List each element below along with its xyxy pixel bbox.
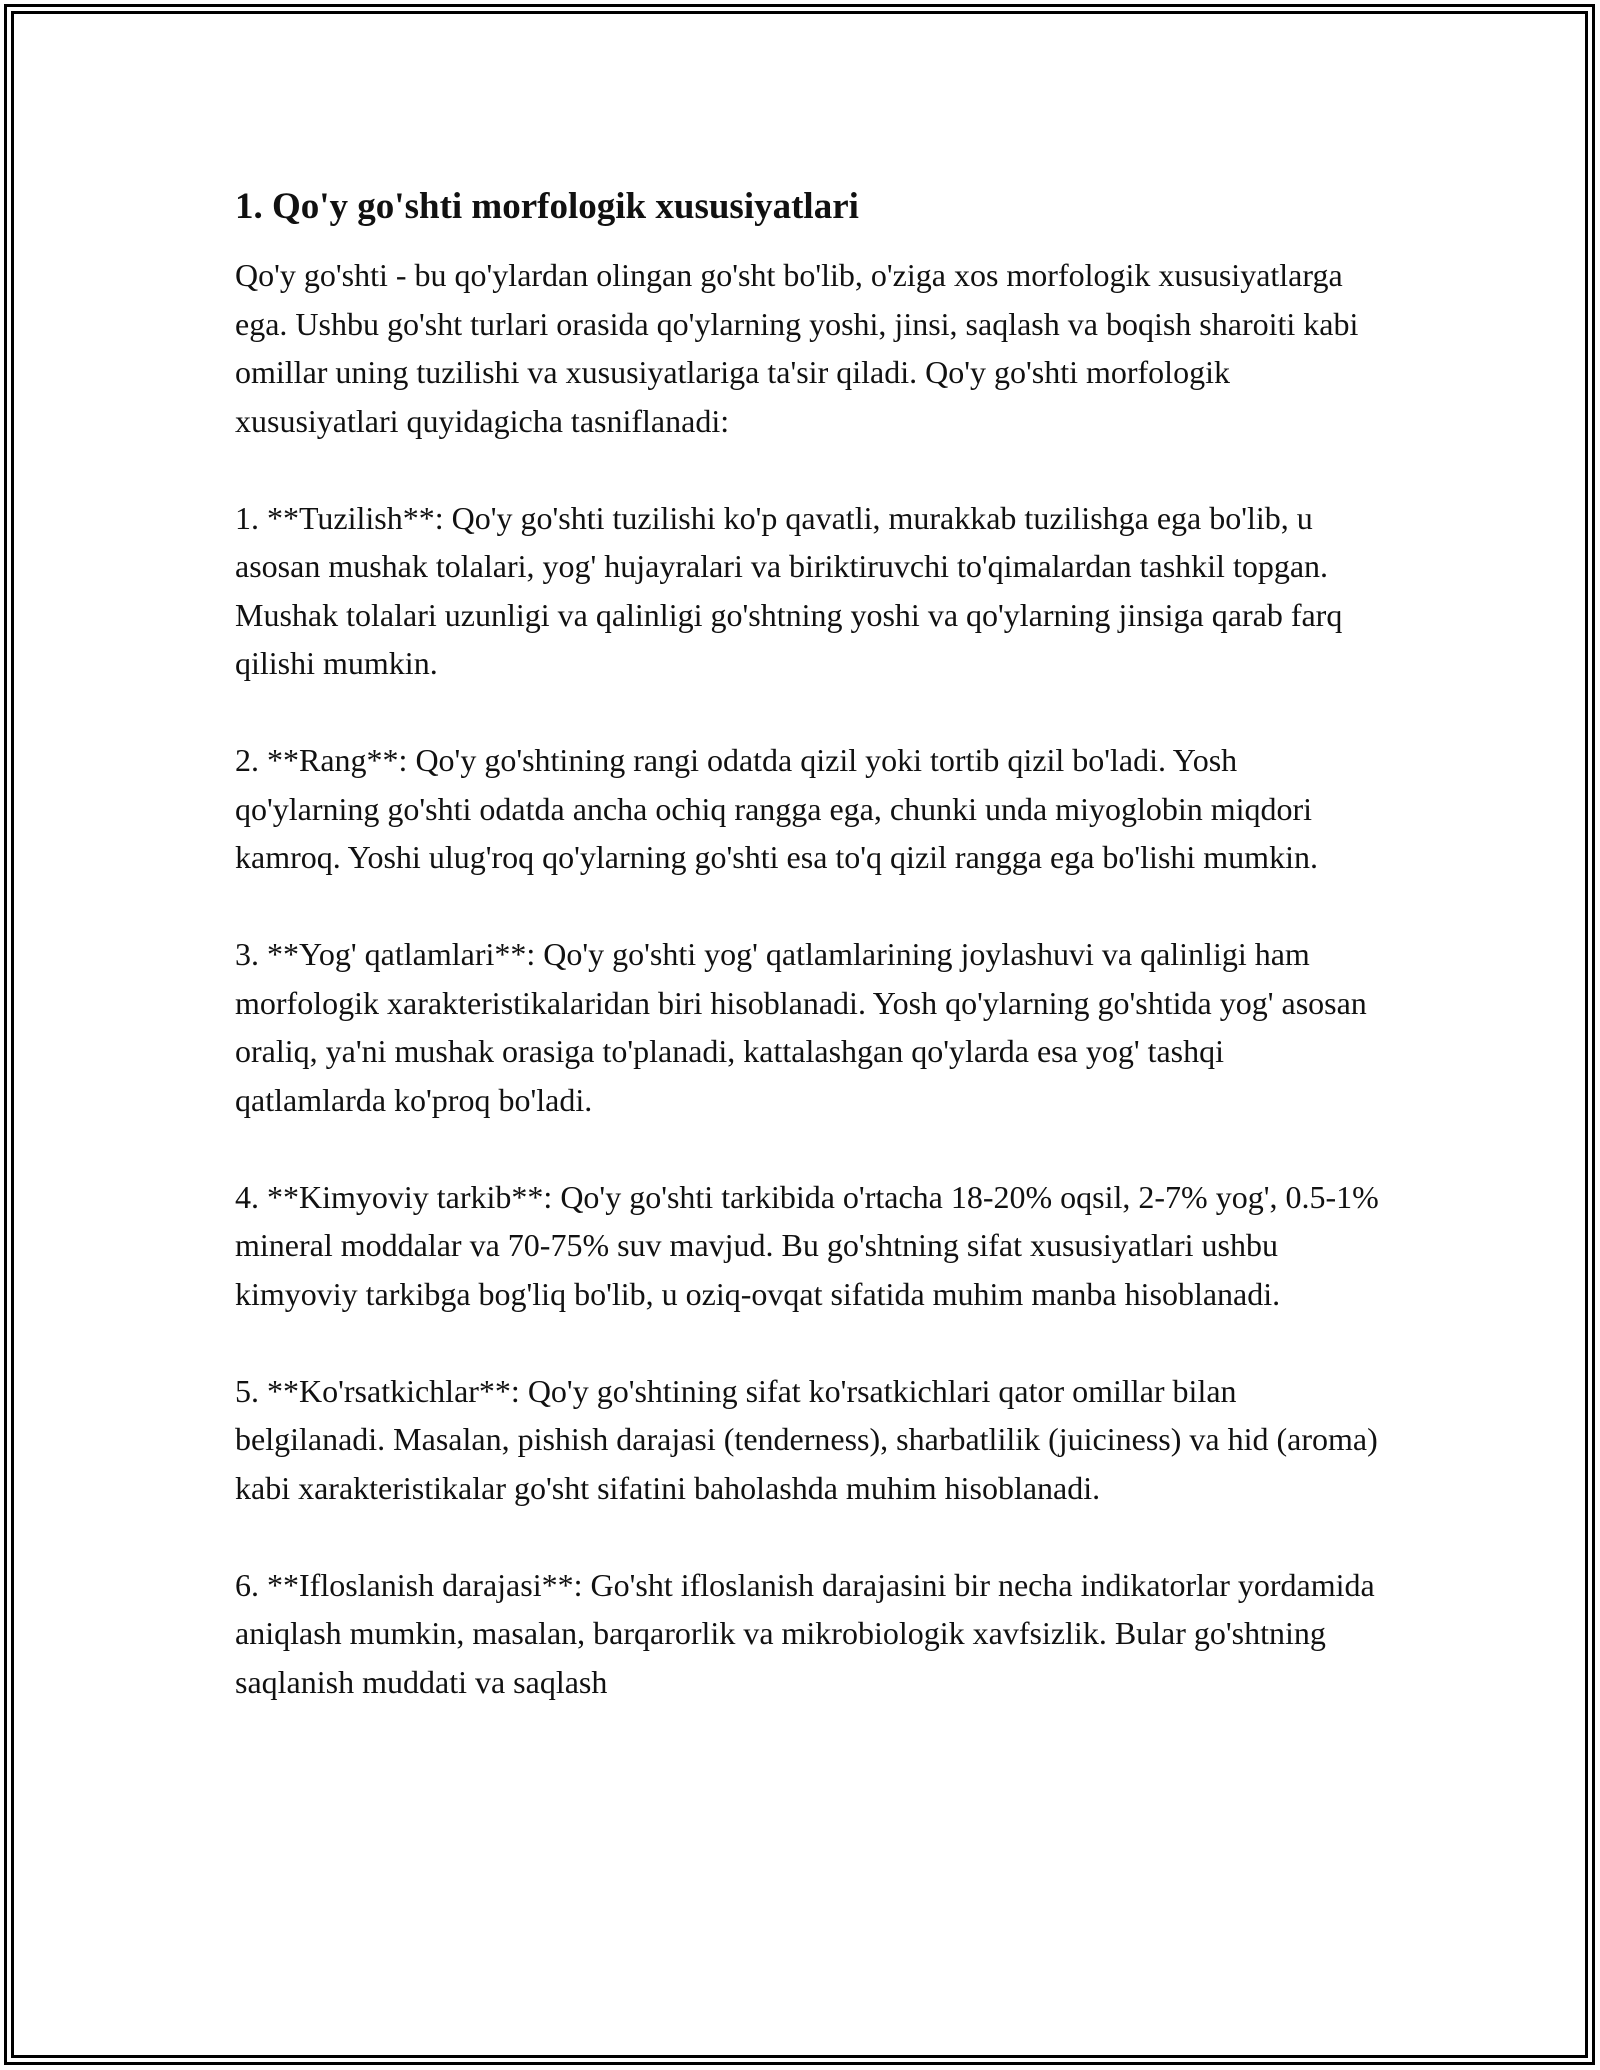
list-item-tuzilish: 1. **Tuzilish**: Qo'y go'shti tuzilishi ko'p qavatli, murakkab tuzilishga ega bo'lib, u asosan mushak tolalari, yog' hujayralari va biriktiruvchi to'qimalardan tashkil topgan. Mushak tolalari uzunligi va qalinligi go'shtning yoshi va qo'ylarning jinsiga qarab farq qilishi mumkin. [235, 499, 1343, 681]
list-item-kimyoviy-tarkib: 4. **Kimyoviy tarkib**: Qo'y go'shti tarkibida o'rtacha 18-20% oqsil, 2-7% yog', 0.5-1% mineral moddalar va 70-75% suv mavjud. Bu go'shtning sifat xususiyatlari ushbu kimyoviy tarkibga bog'liq bo'lib, u oziq-ovqat sifatida muhim manba hisoblanadi. [235, 1178, 1379, 1312]
list-item-rang: 2. **Rang**: Qo'y go'shtining rangi odatda qizil yoki tortib qizil bo'ladi. Yosh qo'ylarning go'shti odatda ancha ochiq rangga ega, chunki unda miyoglobin miqdori kamroq. Yoshi ulug'roq qo'ylarning go'shti esa to'q qizil rangga ega bo'lishi mumkin. [235, 742, 1318, 875]
document-body [235, 185, 1380, 1755]
section-heading: 1. Qo'y go'shti morfologik xususiyatlari [235, 186, 859, 227]
intro-paragraph: Qo'y go'shti - bu qo'ylardan olingan go'sht bo'lib, o'ziga xos morfologik xususiyatlarga ega. Ushbu go'sht turlari orasida qo'ylarning yoshi, jinsi, saqlash va boqish sharoiti kabi omillar uning tuzilishi va xususiyatlariga ta'sir qiladi. Qo'y go'shti morfologik xususiyatlari quyidagicha tasniflanadi: [235, 257, 1359, 439]
list-item-korsatkichlar: 5. **Ko'rsatkichlar**: Qo'y go'shtining sifat ko'rsatkichlari qator omillar bilan belgilanadi. Masalan, pishish darajasi (tenderness), sharbatlilik (juiciness) va hid (aroma) kabi xarakteristikalar go'sht sifatini baholashda muhim hisoblanadi. [235, 1372, 1378, 1506]
list-item-yog-qatlamlari: 3. **Yog' qatlamlari**: Qo'y go'shti yog' qatlamlarining joylashuvi va qalinligi ham morfologik xarakteristikalaridan biri hisoblanadi. Yosh qo'ylarning go'shtida yog' asosan oraliq, ya'ni mushak orasiga to'planadi, kattalashgan qo'ylarda esa yog' tashqi qatlamlarda ko'proq bo'ladi. [235, 936, 1367, 1118]
list-item-ifloslanish-darajasi: 6. **Ifloslanish darajasi**: Go'sht ifloslanish darajasini bir necha indikatorlar yordamida aniqlash mumkin, masalan, barqarorlik va mikrobiologik xavfsizlik. Bular go'shtning saqlanish muddati va saqlash [235, 1566, 1375, 1700]
